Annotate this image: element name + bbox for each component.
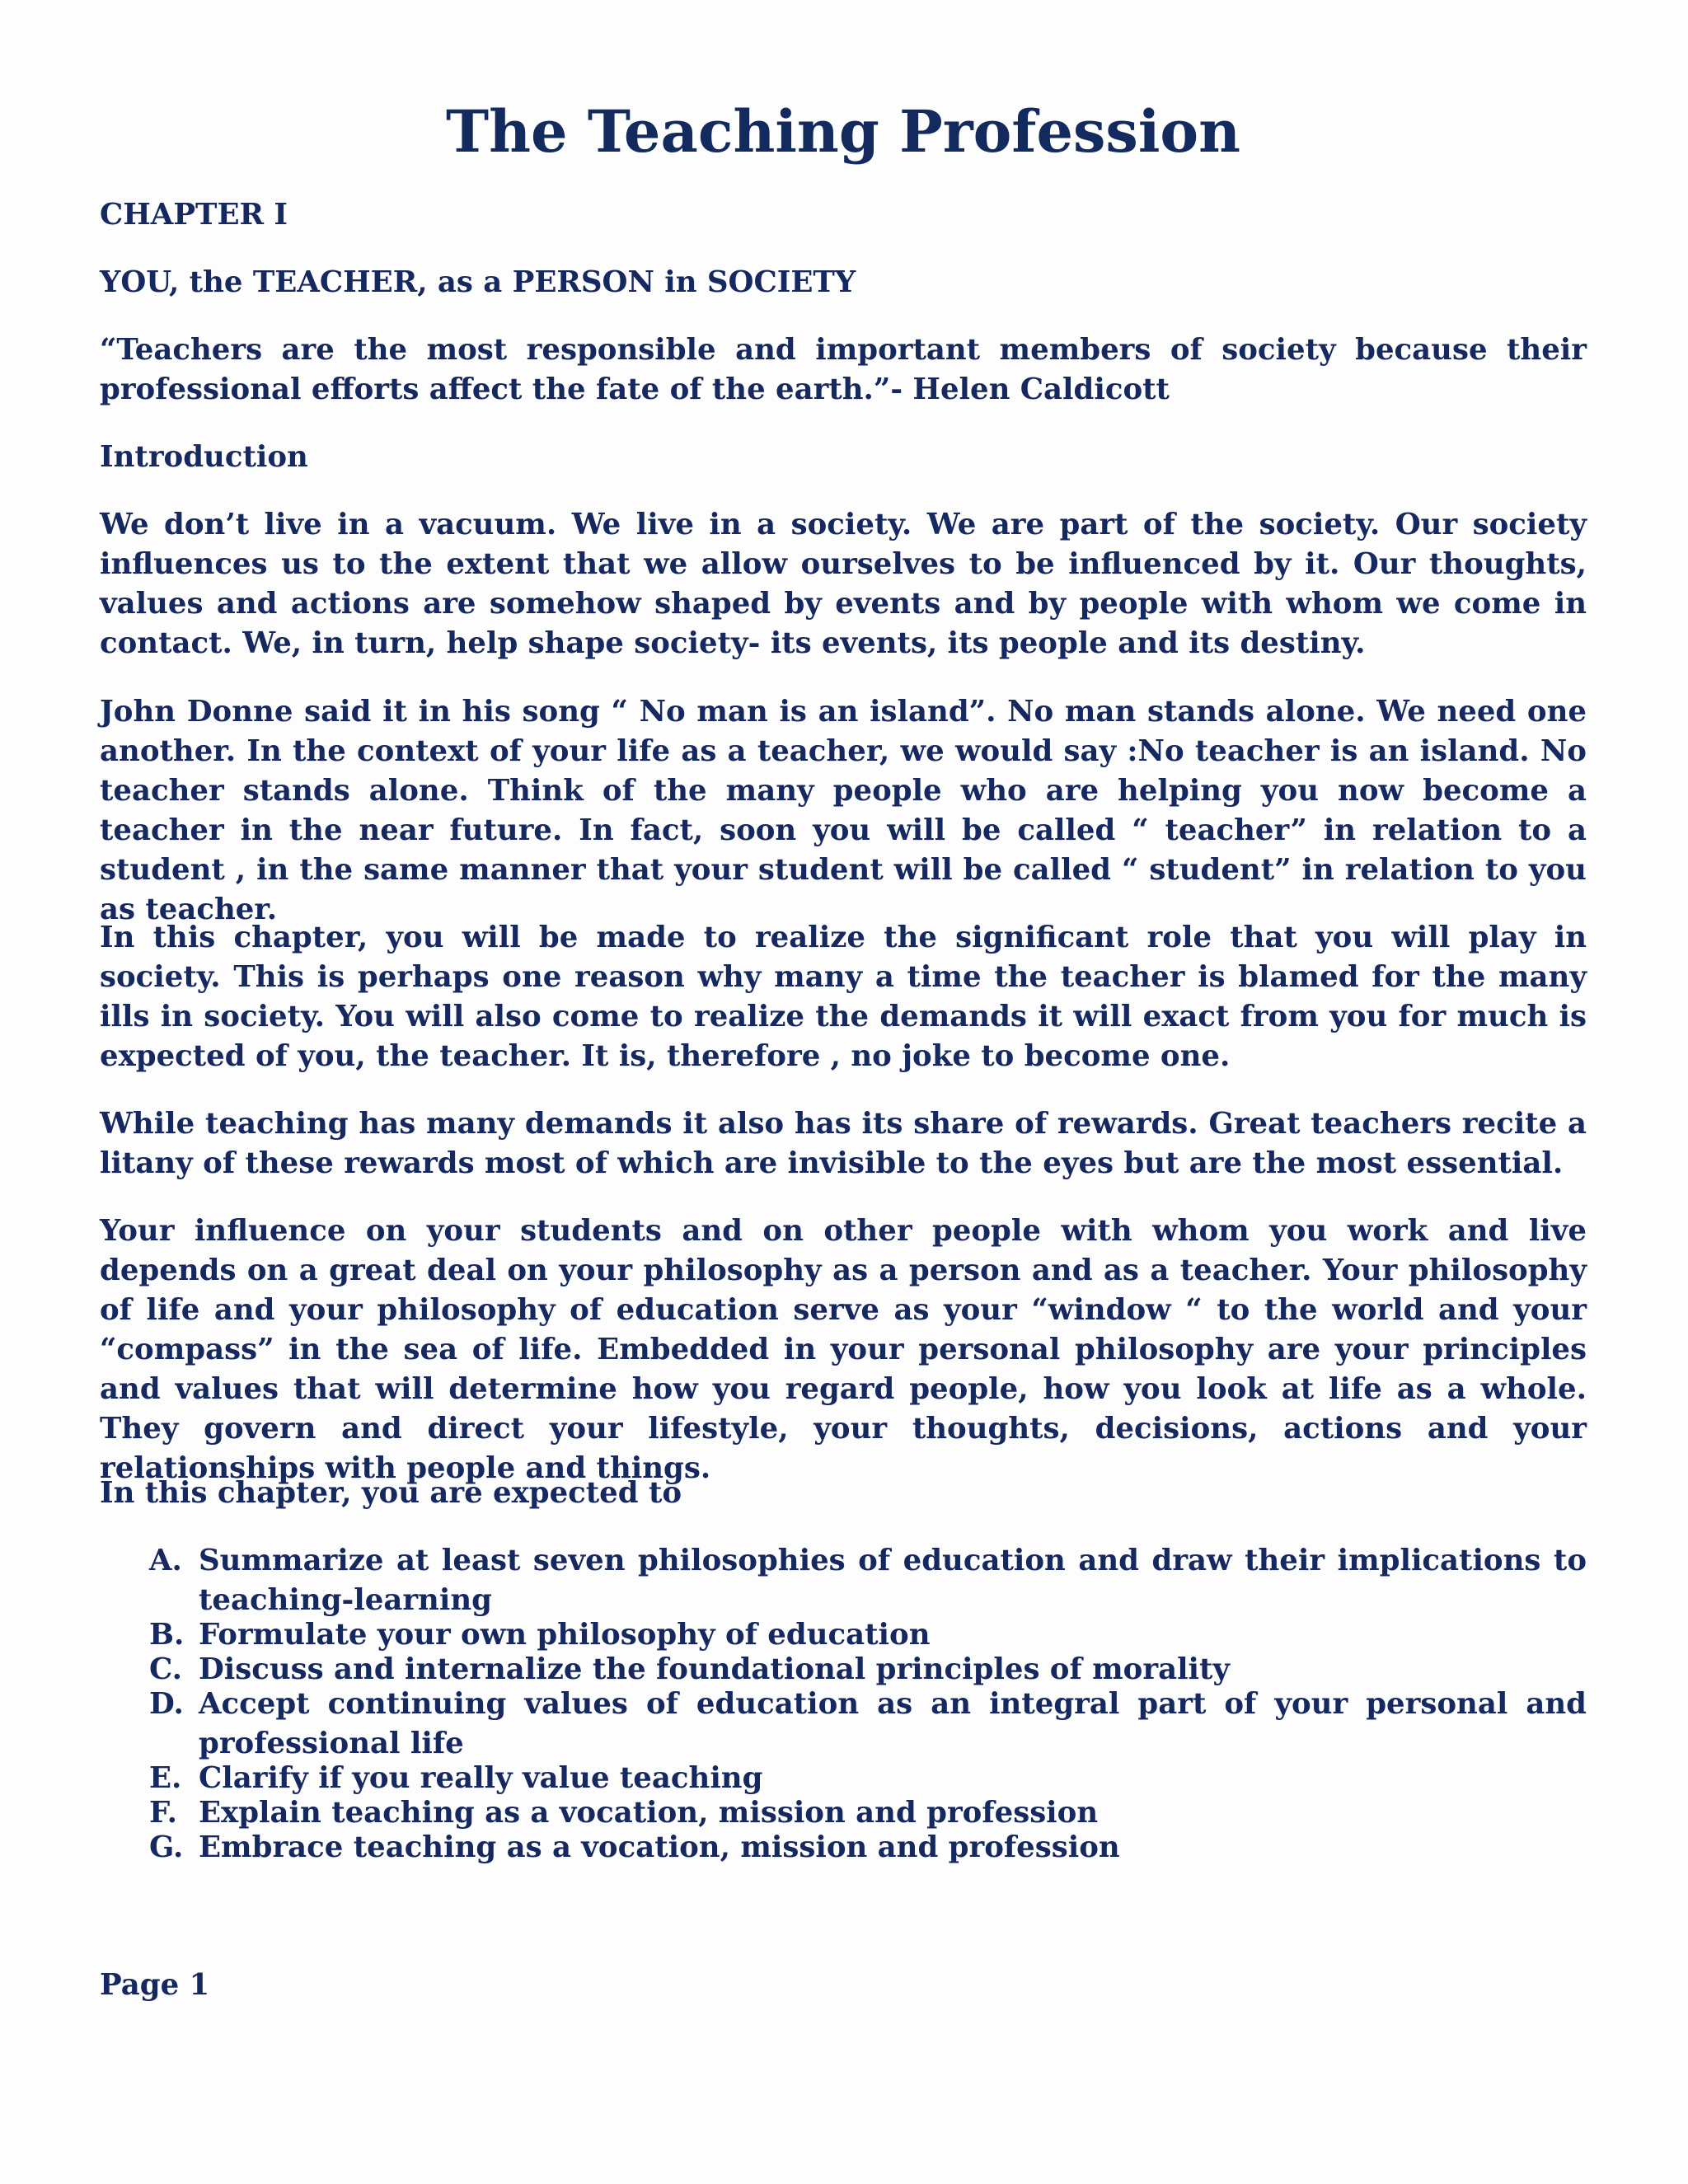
objective-item (100, 1793, 1587, 1833)
objective-text: Clarify if you really value teaching (199, 1761, 763, 1795)
objective-marker: G. (149, 1830, 184, 1864)
objective-text: Embrace teaching as a vocation, mission and profession (199, 1830, 1120, 1864)
objective-marker: E. (149, 1761, 182, 1795)
objective-marker: C. (149, 1652, 182, 1686)
paragraph-4: While teaching has many demands it also has its share of rewards. Great teachers recite a litany of these rewards most of which are invisible to the eyes but are the most essential. (100, 1107, 1587, 1180)
paragraph-1: We don’t live in a vacuum. We live in a society. We are part of the society. Our society influences us to the extent that we allow ourselves to be influenced by it. Our thoughts, values and actions are somehow shaped by events and by people with whom we come in contact. We, in turn, help shape society- its events, its people and its destiny. (100, 508, 1587, 660)
objective-item (100, 1759, 1587, 1798)
paragraph-2: John Donne said it in his song “ No man is an island”. No man stands alone. We need one another. In the context of your life as a teacher, we would say :No teacher is an island. No teacher stands alone. Think of the many people who are helping you now become a teacher in the near future. In fact, soon you will be called “ teacher” in relation to a student , in the same manner that your student will be called “ student” in relation to you as teacher. (100, 695, 1587, 926)
objectives-list (100, 1541, 1587, 1863)
chapter-label: CHAPTER I (100, 198, 288, 232)
objective-marker: A. (149, 1544, 182, 1577)
introduction-heading: Introduction (100, 440, 308, 474)
objective-item (100, 1615, 1587, 1655)
objective-item (100, 1541, 1587, 1620)
document-title: The Teaching Profession (445, 97, 1240, 166)
page-number: Page 1 (100, 1968, 210, 2002)
objective-marker: B. (149, 1618, 185, 1652)
objective-text: Summarize at least seven philosophies of education and draw their implications to teaching-learning (199, 1544, 1587, 1617)
objective-text: Accept continuing values of education as an integral part of your personal and professional life (199, 1687, 1587, 1760)
objective-text: Explain teaching as a vocation, mission and profession (199, 1796, 1099, 1830)
objective-item (100, 1685, 1587, 1764)
paragraph-5: Your influence on your students and on other people with whom you work and live depends on a great deal on your philosophy as a person and as a teacher. Your philosophy of life and your philosophy of education serve as your “window “ to the world and your “compass” in the sea of life. Embedded in your personal philosophy are your principles and values that will determine how you regard people, how you look at life as a whole. They govern and direct your lifestyle, your thoughts, decisions, actions and your relationships with people and things. (100, 1214, 1587, 1485)
expected-lead: In this chapter, you are expected to (100, 1476, 682, 1510)
opening-quote: “Teachers are the most responsible and important members of society because their professional efforts affect the fate of the earth.”- Helen Caldicott (100, 333, 1587, 406)
paragraph-3: In this chapter, you will be made to realize the significant role that you will play in society. This is perhaps one reason why many a time the teacher is blamed for the many ills in society. You will also come to realize the demands it will exact from you for much is expected of you, the teacher. It is, therefore , no joke to become one. (100, 921, 1587, 1073)
objective-text: Formulate your own philosophy of education (199, 1618, 931, 1652)
objective-item (100, 1828, 1587, 1868)
objective-marker: D. (149, 1687, 184, 1721)
objective-marker: F. (149, 1796, 177, 1830)
chapter-subtitle: YOU, the TEACHER, as a PERSON in SOCIETY (100, 265, 856, 299)
objective-text: Discuss and internalize the foundational principles of morality (199, 1652, 1231, 1686)
objective-item (100, 1650, 1587, 1690)
